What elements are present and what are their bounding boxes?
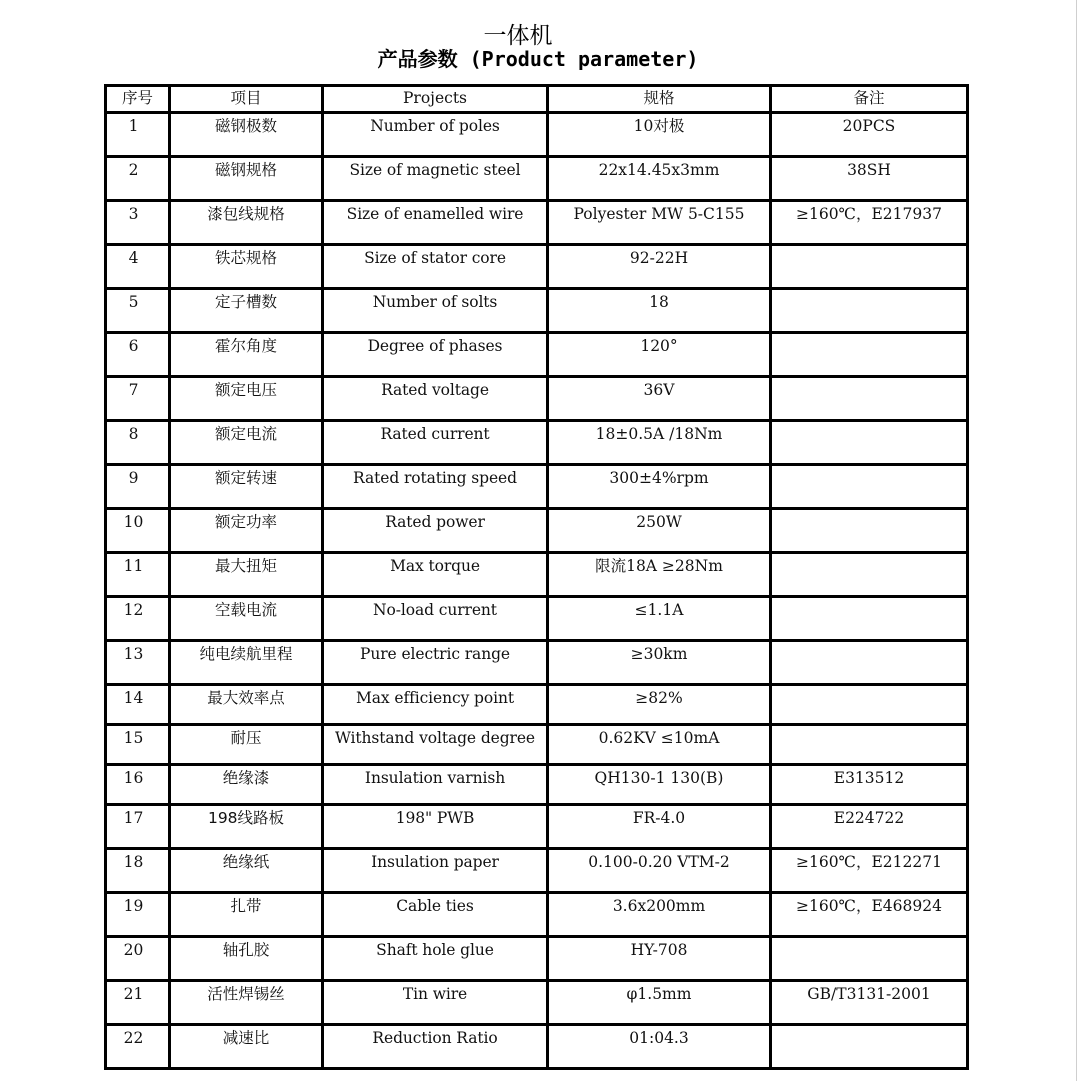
cell-note: GB/T3131-2001 [771,981,968,1025]
cell-spec: QH130-1 130(B) [548,765,771,805]
cell-project: Rated rotating speed [323,465,548,509]
cell-project: Rated voltage [323,377,548,421]
cell-no: 13 [106,641,170,685]
cell-project: Number of solts [323,289,548,333]
cell-no: 12 [106,597,170,641]
cell-project: Degree of phases [323,333,548,377]
cell-item: 耐压 [170,725,323,765]
cell-note [771,937,968,981]
table-row [106,157,968,201]
cell-no: 20 [106,937,170,981]
cell-spec: FR-4.0 [548,805,771,849]
cell-note: E224722 [771,805,968,849]
header-item: 项目 [170,86,323,113]
header-projects: Projects [323,86,548,113]
cell-note [771,245,968,289]
table-row [106,765,968,805]
cell-no: 10 [106,509,170,553]
table-row [106,289,968,333]
table-row [106,725,968,765]
cell-no: 7 [106,377,170,421]
table-row [106,893,968,937]
cell-note [771,685,968,725]
table-row [106,333,968,377]
cell-spec: HY-708 [548,937,771,981]
cell-no: 18 [106,849,170,893]
cell-note [771,597,968,641]
cell-no: 4 [106,245,170,289]
cell-project: Max efficiency point [323,685,548,725]
table-row [106,245,968,289]
table-row [106,641,968,685]
table-row [106,937,968,981]
cell-spec: 18±0.5A /18Nm [548,421,771,465]
cell-project: 198" PWB [323,805,548,849]
cell-note [771,465,968,509]
cell-project: Max torque [323,553,548,597]
cell-note: 38SH [771,157,968,201]
table-body [106,113,968,1069]
cell-spec: ≥82% [548,685,771,725]
table-row [106,553,968,597]
cell-note: 20PCS [771,113,968,157]
cell-spec: 22x14.45x3mm [548,157,771,201]
table-row [106,685,968,725]
cell-spec: 限流18A ≥28Nm [548,553,771,597]
cell-no: 22 [106,1025,170,1069]
cell-project: Insulation varnish [323,765,548,805]
cell-item: 最大扭矩 [170,553,323,597]
cell-spec: 0.100-0.20 VTM-2 [548,849,771,893]
cell-no: 2 [106,157,170,201]
cell-note [771,553,968,597]
cell-item: 漆包线规格 [170,201,323,245]
cell-item: 空载电流 [170,597,323,641]
table-row [106,421,968,465]
cell-spec: ≤1.1A [548,597,771,641]
cell-project: Insulation paper [323,849,548,893]
cell-spec: 120° [548,333,771,377]
header-spec: 规格 [548,86,771,113]
cell-note: ≥160℃，E217937 [771,201,968,245]
cell-no: 17 [106,805,170,849]
cell-note [771,725,968,765]
document-subtitle: 产品参数 (Product parameter) [377,47,699,71]
cell-item: 额定电压 [170,377,323,421]
cell-item: 额定转速 [170,465,323,509]
cell-project: Rated power [323,509,548,553]
cell-no: 11 [106,553,170,597]
cell-project: Cable ties [323,893,548,937]
cell-item: 磁钢规格 [170,157,323,201]
cell-spec: 300±4%rpm [548,465,771,509]
cell-project: Pure electric range [323,641,548,685]
cell-note [771,289,968,333]
cell-project: Size of stator core [323,245,548,289]
cell-item: 扎带 [170,893,323,937]
table-row [106,201,968,245]
cell-item: 减速比 [170,1025,323,1069]
cell-note [771,421,968,465]
page-edge-line [1076,0,1077,1081]
cell-item: 活性焊锡丝 [170,981,323,1025]
cell-project: Withstand voltage degree [323,725,548,765]
cell-spec: 3.6x200mm [548,893,771,937]
cell-note: ≥160℃，E212271 [771,849,968,893]
cell-project: Size of magnetic steel [323,157,548,201]
cell-spec: 250W [548,509,771,553]
cell-project: Tin wire [323,981,548,1025]
cell-note [771,641,968,685]
cell-project: Number of poles [323,113,548,157]
cell-no: 19 [106,893,170,937]
header-note: 备注 [771,86,968,113]
parameter-table-container [104,84,969,1070]
cell-note: ≥160℃，E468924 [771,893,968,937]
cell-spec: 0.62KV ≤10mA [548,725,771,765]
cell-no: 16 [106,765,170,805]
cell-note [771,1025,968,1069]
cell-item: 最大效率点 [170,685,323,725]
cell-project: Size of enamelled wire [323,201,548,245]
cell-item: 198线路板 [170,805,323,849]
cell-item: 磁钢极数 [170,113,323,157]
cell-project: Rated current [323,421,548,465]
table-row [106,805,968,849]
cell-item: 纯电续航里程 [170,641,323,685]
cell-no: 9 [106,465,170,509]
cell-spec: ≥30km [548,641,771,685]
cell-item: 定子槽数 [170,289,323,333]
cell-spec: 18 [548,289,771,333]
cell-item: 铁芯规格 [170,245,323,289]
table-row [106,981,968,1025]
cell-no: 6 [106,333,170,377]
header-no: 序号 [106,86,170,113]
cell-no: 15 [106,725,170,765]
table-row [106,377,968,421]
cell-item: 轴孔胶 [170,937,323,981]
cell-no: 1 [106,113,170,157]
cell-project: Shaft hole glue [323,937,548,981]
cell-no: 14 [106,685,170,725]
cell-spec: Polyester MW 5-C155 [548,201,771,245]
cell-note [771,377,968,421]
cell-item: 额定电流 [170,421,323,465]
table-row [106,849,968,893]
cell-no: 3 [106,201,170,245]
document-title: 一体机 [483,23,553,49]
cell-project: No-load current [323,597,548,641]
table-row [106,1025,968,1069]
cell-spec: 92-22H [548,245,771,289]
cell-spec: 01:04.3 [548,1025,771,1069]
table-header-row [106,86,968,113]
cell-note [771,333,968,377]
cell-spec: 10对极 [548,113,771,157]
table-row [106,509,968,553]
cell-spec: φ1.5mm [548,981,771,1025]
cell-no: 8 [106,421,170,465]
cell-no: 5 [106,289,170,333]
table-row [106,113,968,157]
table-row [106,465,968,509]
cell-item: 绝缘纸 [170,849,323,893]
table-row [106,597,968,641]
parameter-table [104,84,969,1070]
cell-project: Reduction Ratio [323,1025,548,1069]
cell-item: 霍尔角度 [170,333,323,377]
cell-spec: 36V [548,377,771,421]
cell-note: E313512 [771,765,968,805]
cell-note [771,509,968,553]
cell-item: 绝缘漆 [170,765,323,805]
cell-item: 额定功率 [170,509,323,553]
cell-no: 21 [106,981,170,1025]
